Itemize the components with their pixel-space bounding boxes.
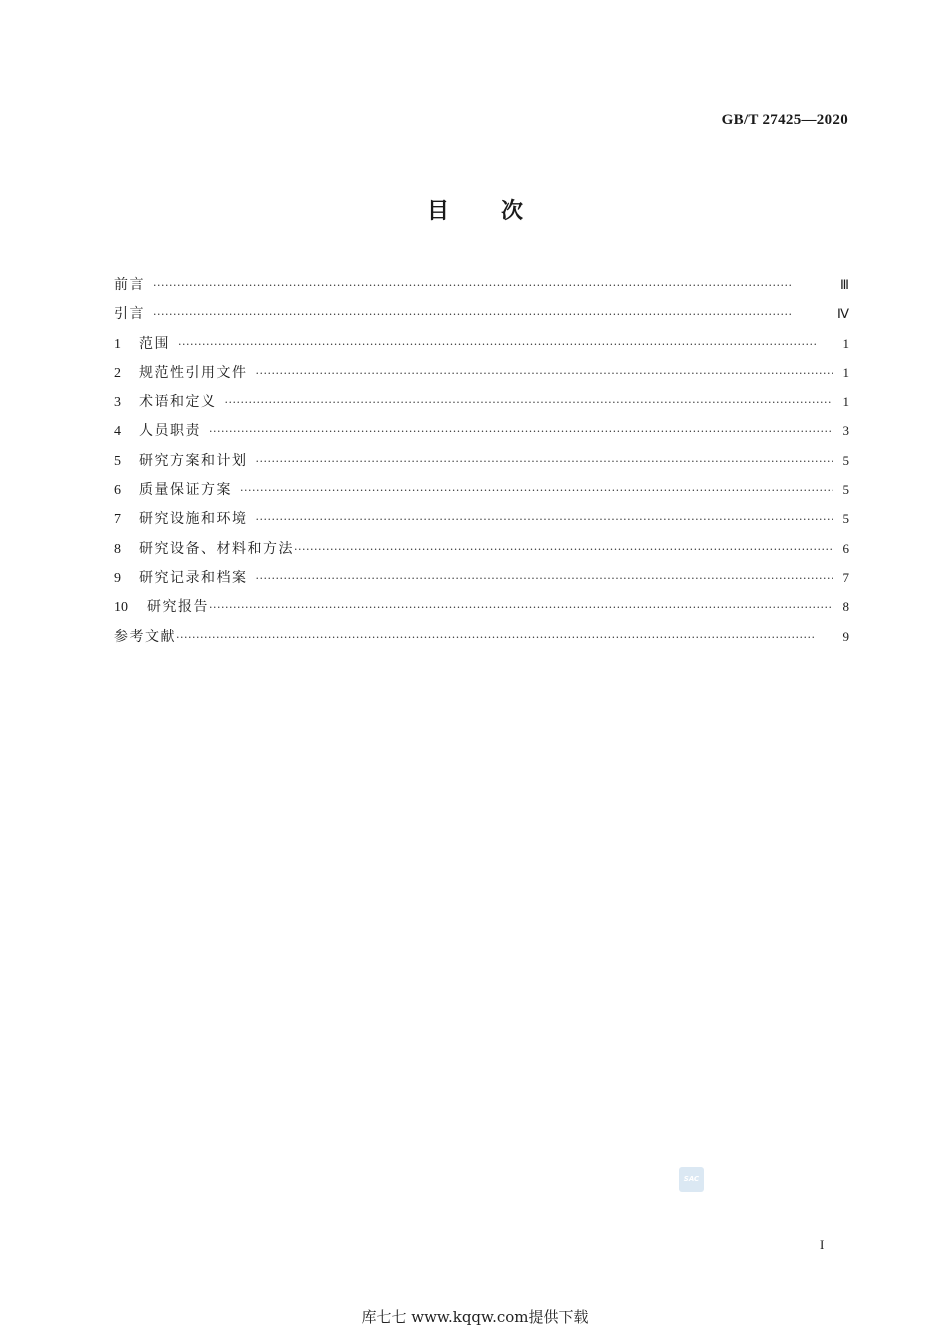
toc-leader-dots (176, 623, 833, 652)
toc-entry-label: 术语和定义 (139, 394, 217, 411)
toc-leader-dots (153, 300, 831, 329)
toc-leader-dots (209, 417, 833, 446)
toc-entry-10[interactable] (114, 592, 849, 621)
toc-entry-9[interactable] (114, 563, 849, 592)
toc-entry-page: Ⅲ (840, 277, 849, 292)
toc-entry-page: 5 (842, 452, 849, 468)
toc-entry-label: 参考文献 (114, 628, 176, 645)
sac-logo-icon: SAC (679, 1167, 704, 1192)
toc-entry-label: 人员职责 (139, 423, 201, 440)
toc-entry-number: 4 (114, 424, 121, 440)
toc-entry-page: 1 (842, 335, 849, 351)
toc-entry-label: 范围 (139, 335, 170, 352)
toc-leader-dots (209, 593, 833, 622)
toc-entry-label: 研究设备、材料和方法 (139, 540, 294, 557)
toc-leader-dots (153, 271, 833, 300)
toc-entry-label: 研究设施和环境 (139, 511, 248, 528)
toc-entry-4[interactable] (114, 416, 849, 445)
toc-leader-dots (256, 447, 834, 476)
toc-title-char-2: 次 (501, 199, 524, 224)
toc-entry-number: 10 (114, 600, 128, 616)
toc-entry-page: 5 (842, 511, 849, 527)
toc-entry-number: 9 (114, 570, 121, 586)
toc-entry-bibliography[interactable] (114, 622, 849, 651)
toc-list (114, 270, 849, 651)
toc-title-char-1: 目 (426, 199, 449, 224)
toc-entry-page: 1 (842, 394, 849, 410)
toc-leader-dots (225, 388, 834, 417)
toc-entry-page: 9 (842, 628, 849, 644)
toc-entry-label: 规范性引用文件 (139, 364, 248, 381)
toc-entry-foreword[interactable] (114, 270, 849, 299)
toc-leader-dots (240, 476, 833, 505)
toc-entry-number: 3 (114, 395, 121, 411)
toc-entry-label: 研究方案和计划 (139, 452, 248, 469)
toc-entry-number: 8 (114, 541, 121, 557)
toc-entry-number: 7 (114, 512, 121, 528)
standard-number: GB/T 27425—2020 (721, 112, 848, 128)
toc-entry-number: 1 (114, 336, 121, 352)
toc-entry-3[interactable] (114, 387, 849, 416)
toc-leader-dots (178, 330, 833, 359)
page-number: I (820, 1237, 825, 1252)
toc-entry-label: 前言 (114, 277, 145, 293)
toc-entry-label: 引言 (114, 306, 145, 323)
toc-entry-1[interactable] (114, 329, 849, 358)
toc-leader-dots (294, 535, 833, 564)
toc-entry-label: 研究报告 (147, 599, 209, 616)
toc-entry-page: 6 (842, 540, 849, 556)
toc-entry-introduction[interactable] (114, 299, 849, 328)
toc-leader-dots (256, 564, 834, 593)
toc-entry-number: 5 (114, 453, 121, 469)
toc-entry-number: 2 (114, 365, 121, 381)
toc-entry-7[interactable] (114, 504, 849, 533)
toc-entry-page: 8 (842, 599, 849, 615)
toc-entry-8[interactable] (114, 534, 849, 563)
toc-title (0, 194, 950, 225)
toc-entry-page: 3 (842, 423, 849, 439)
toc-entry-page: 1 (842, 364, 849, 380)
toc-leader-dots (256, 359, 834, 388)
toc-leader-dots (256, 505, 834, 534)
toc-entry-page: 7 (842, 569, 849, 585)
toc-entry-5[interactable] (114, 446, 849, 475)
toc-entry-label: 质量保证方案 (139, 482, 232, 499)
toc-entry-number: 6 (114, 483, 121, 499)
toc-entry-6[interactable] (114, 475, 849, 504)
toc-entry-2[interactable] (114, 358, 849, 387)
download-footer: 库七七 www.kqqw.com提供下载 (361, 1308, 589, 1326)
toc-entry-label: 研究记录和档案 (139, 569, 248, 586)
toc-entry-page: Ⅳ (837, 306, 849, 322)
toc-entry-page: 5 (842, 482, 849, 498)
